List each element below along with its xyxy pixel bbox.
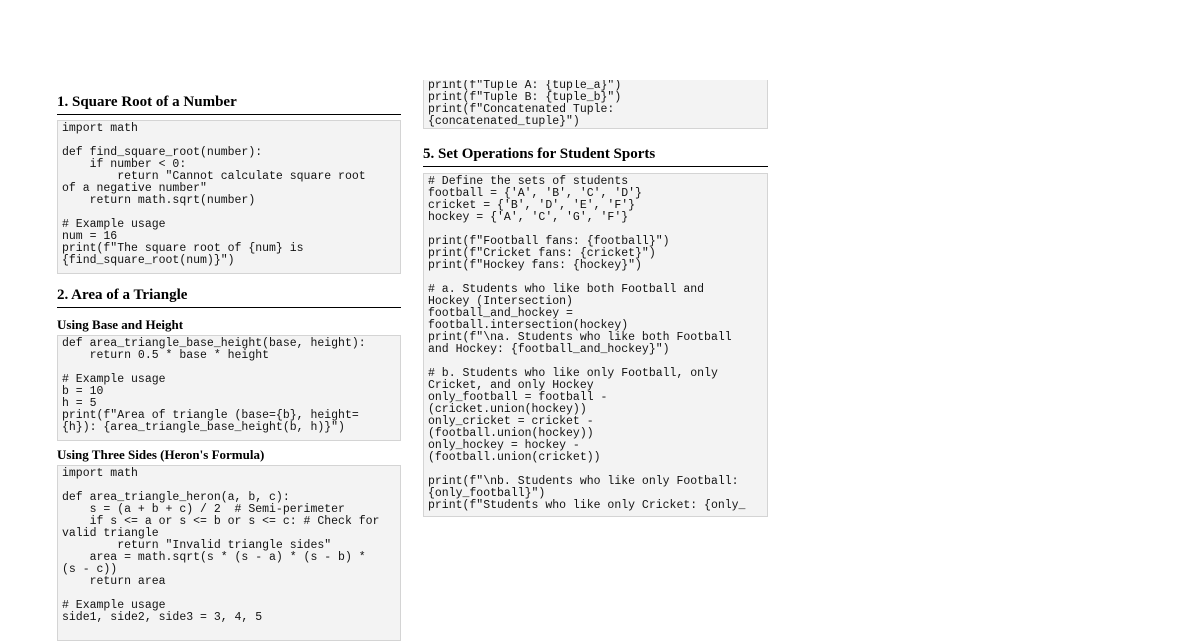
subheading-heron-formula: Using Three Sides (Heron's Formula): [57, 447, 265, 462]
section-heading-square-root: 1. Square Root of a Number: [57, 93, 401, 115]
code-block-heron-formula: import math def area_triangle_heron(a, b, c): s = (a + b + c) / 2 # Semi-perimeter if s <= a or s <= b or s <= c: # Check for valid triangle return "Invalid triangle sides" area = math.sqrt(s * (s - a) * (s - b) * (s - c)) return area # Example usage side1, side2, side3 = 3, 4, 5: [57, 465, 401, 641]
code-block-base-height: def area_triangle_base_height(base, height): return 0.5 * base * height # Example usage b = 10 h = 5 print(f"Area of triangle (base={b}, height= {h}): {area_triangle_base_height(b, h)}"): [57, 335, 401, 441]
code-block-square-root: import math def find_square_root(number): if number < 0: return "Cannot calculate square root of a negative number" return math.sqrt(number) # Example usage num = 16 print(f"The square root of {num} is {find_square_root(num)}"): [57, 120, 401, 274]
section-heading-set-operations: 5. Set Operations for Student Sports: [423, 145, 768, 167]
code-block-set-operations: # Define the sets of students football = {'A', 'B', 'C', 'D'} cricket = {'B', 'D', 'E', 'F'} hockey = {'A', 'C', 'G', 'F'} print(f"Football fans: {football}") print(f"Cricket fans: {cricket}") print(f"Hockey fans: {hockey}") # a. Students who like both Football and Hockey (Intersection) football_and_hockey = football.intersection(hockey) print(f"\na. Students who like both Football and Hockey: {football_and_hockey}") # b. Students who like only Football, only Cricket, and only Hockey only_football = football - (cricket.union(hockey)) only_cricket = cricket - (football.union(hockey)) only_hockey = hockey - (football.union(cricket)) print(f"\nb. Students who like only Football: {only_football}") print(f"Students who like only Cricket: {only_: [423, 173, 768, 517]
code-block-tuple-continuation: print(f"Tuple A: {tuple_a}") print(f"Tuple B: {tuple_b}") print(f"Concatenated Tuple: {concatenated_tuple}"): [423, 80, 768, 129]
section-heading-triangle-area: 2. Area of a Triangle: [57, 286, 401, 308]
subheading-base-height: Using Base and Height: [57, 317, 184, 332]
